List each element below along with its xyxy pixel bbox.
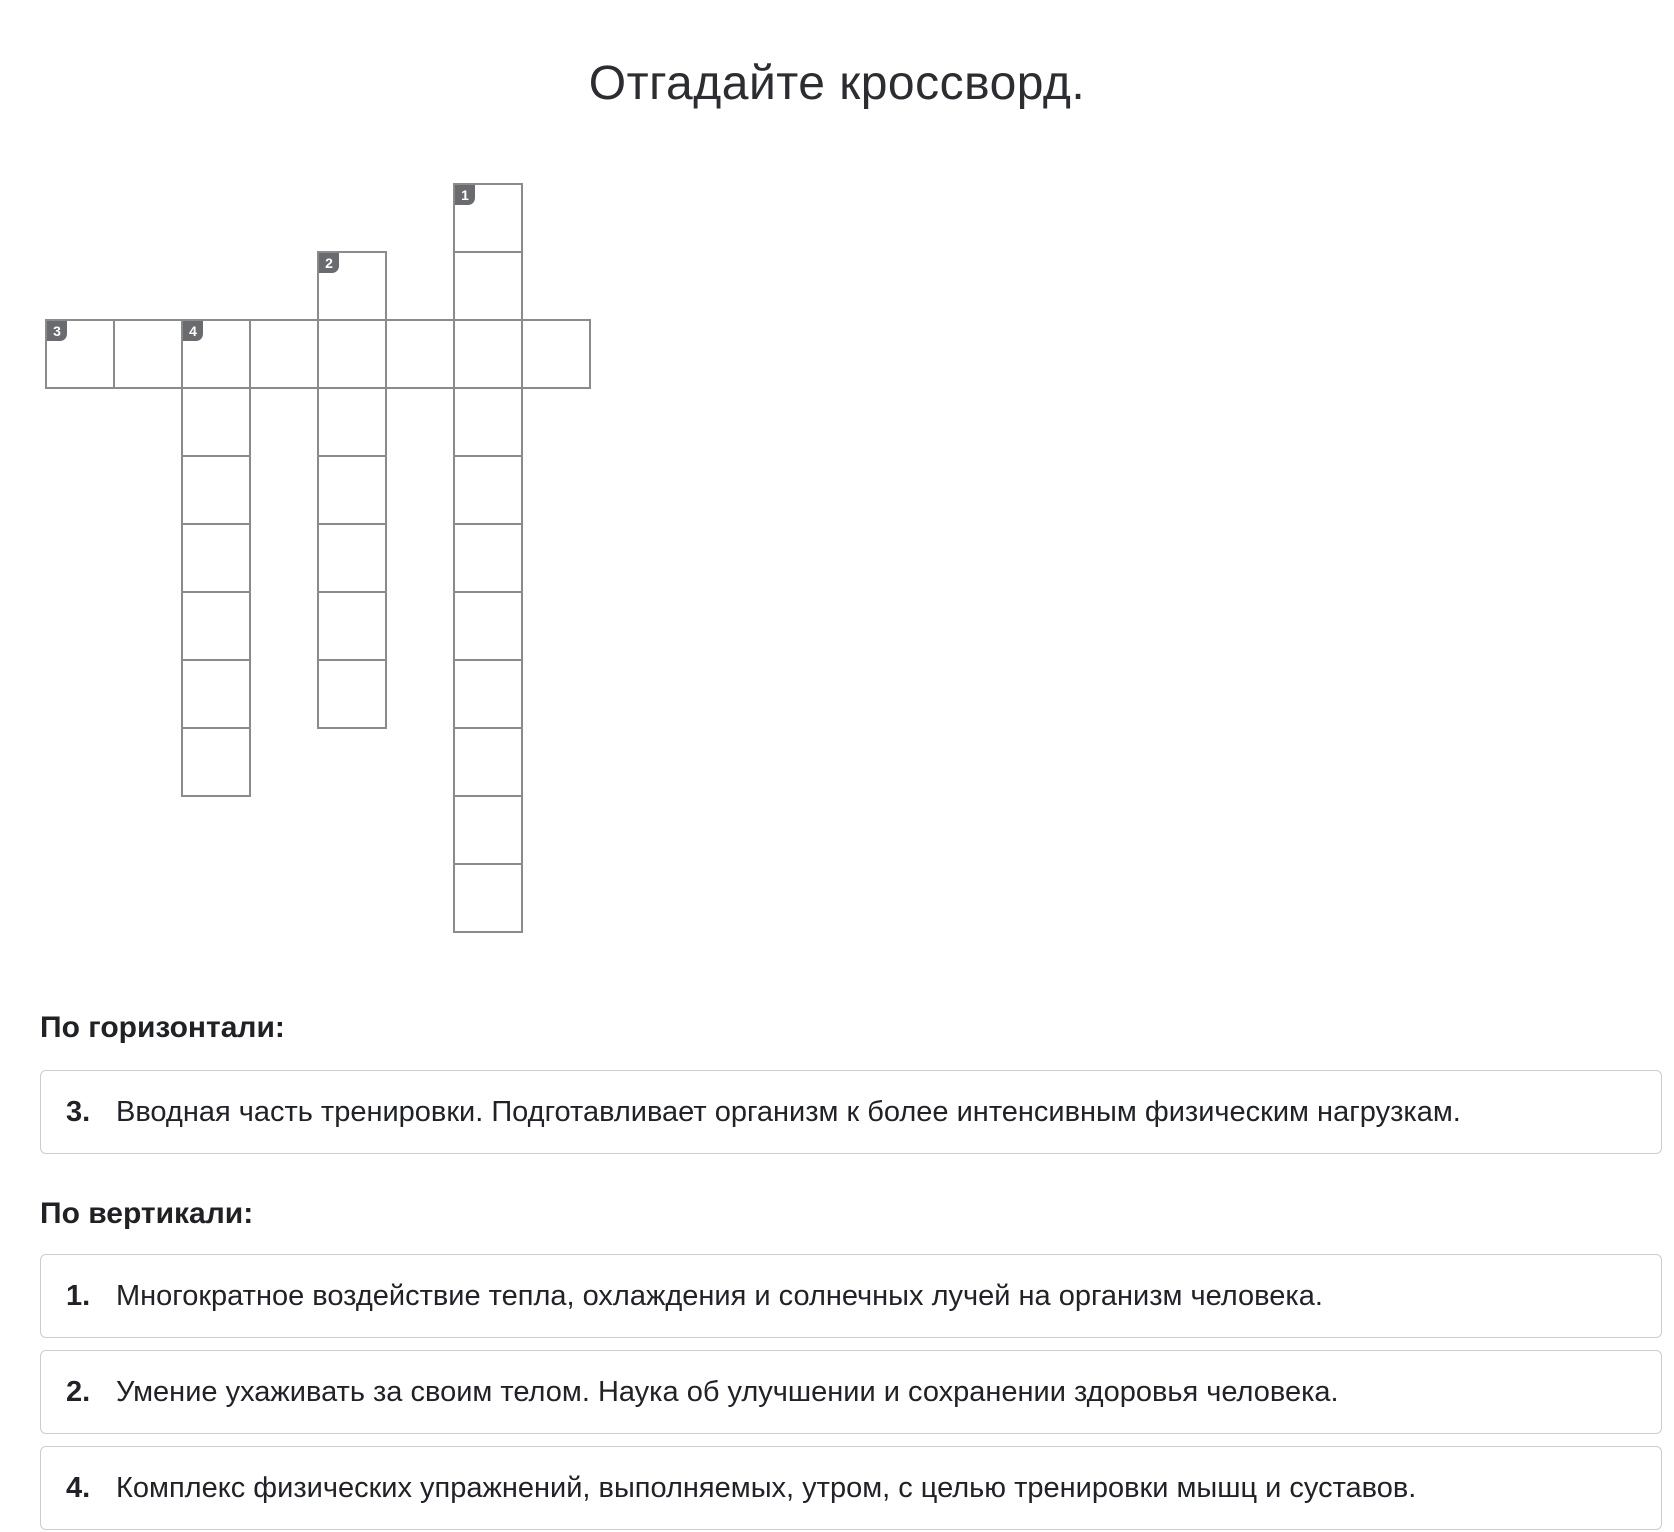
crossword-cell[interactable] <box>181 727 251 797</box>
down-clues <box>40 1254 1662 1530</box>
down-heading: По вертикали: <box>40 1197 254 1230</box>
crossword-cell[interactable] <box>181 659 251 729</box>
clue-number: 2. <box>66 1375 91 1408</box>
crossword-cell[interactable] <box>453 863 523 933</box>
across-heading: По горизонтали: <box>40 1011 285 1044</box>
clue-text: Многократное воздействие тепла, охлаждения и солнечных лучей на организм человека. <box>116 1279 1323 1312</box>
clue-text: Вводная часть тренировки. Подготавливает организм к более интенсивным физическим нагрузкам. <box>116 1095 1461 1128</box>
clue-number-badge: 1 <box>455 185 475 205</box>
clue-item-3 <box>40 1070 1662 1154</box>
clue-text: Комплекс физических упражнений, выполняемых, утром, с целью тренировки мышц и суставов. <box>116 1471 1417 1504</box>
crossword-cell[interactable] <box>249 319 319 389</box>
crossword-cell[interactable] <box>181 455 251 525</box>
crossword-cell[interactable] <box>521 319 591 389</box>
crossword-cell[interactable] <box>181 523 251 593</box>
clue-number: 1. <box>66 1279 91 1312</box>
crossword-cell[interactable] <box>317 251 387 321</box>
crossword-cell[interactable] <box>317 659 387 729</box>
page-title: Отгадайте кроссворд. <box>588 57 1086 110</box>
crossword-cell[interactable] <box>453 659 523 729</box>
crossword-cell[interactable] <box>453 591 523 661</box>
clue-item-1 <box>40 1254 1662 1338</box>
crossword-cell[interactable] <box>453 319 523 389</box>
crossword-cell[interactable] <box>181 387 251 457</box>
clue-text: Умение ухаживать за своим телом. Наука об улучшении и сохранении здоровья человека. <box>116 1375 1339 1408</box>
crossword-cell[interactable] <box>181 319 251 389</box>
crossword-cell[interactable] <box>453 523 523 593</box>
clue-number-badge: 4 <box>183 321 203 341</box>
clue-number: 4. <box>66 1471 91 1504</box>
across-clues <box>40 1070 1662 1154</box>
crossword-cell[interactable] <box>317 387 387 457</box>
crossword-cell[interactable] <box>317 319 387 389</box>
clue-number-badge: 2 <box>319 253 339 273</box>
crossword-cell[interactable] <box>317 591 387 661</box>
clues-area <box>40 1010 1662 1530</box>
crossword-cell[interactable] <box>453 251 523 321</box>
crossword-cell[interactable] <box>317 455 387 525</box>
crossword-cell[interactable] <box>453 727 523 797</box>
crossword-cell[interactable] <box>453 455 523 525</box>
crossword-cell[interactable] <box>181 591 251 661</box>
crossword-cell[interactable] <box>385 319 455 389</box>
crossword-cell[interactable] <box>453 183 523 253</box>
clue-number-badge: 3 <box>47 321 67 341</box>
crossword-cell[interactable] <box>453 387 523 457</box>
clue-number: 3. <box>66 1095 91 1128</box>
clue-item-4 <box>40 1446 1662 1530</box>
crossword-cell[interactable] <box>45 319 115 389</box>
clue-item-2 <box>40 1350 1662 1434</box>
crossword-cell[interactable] <box>113 319 183 389</box>
crossword-cell[interactable] <box>453 795 523 865</box>
crossword-cell[interactable] <box>317 523 387 593</box>
